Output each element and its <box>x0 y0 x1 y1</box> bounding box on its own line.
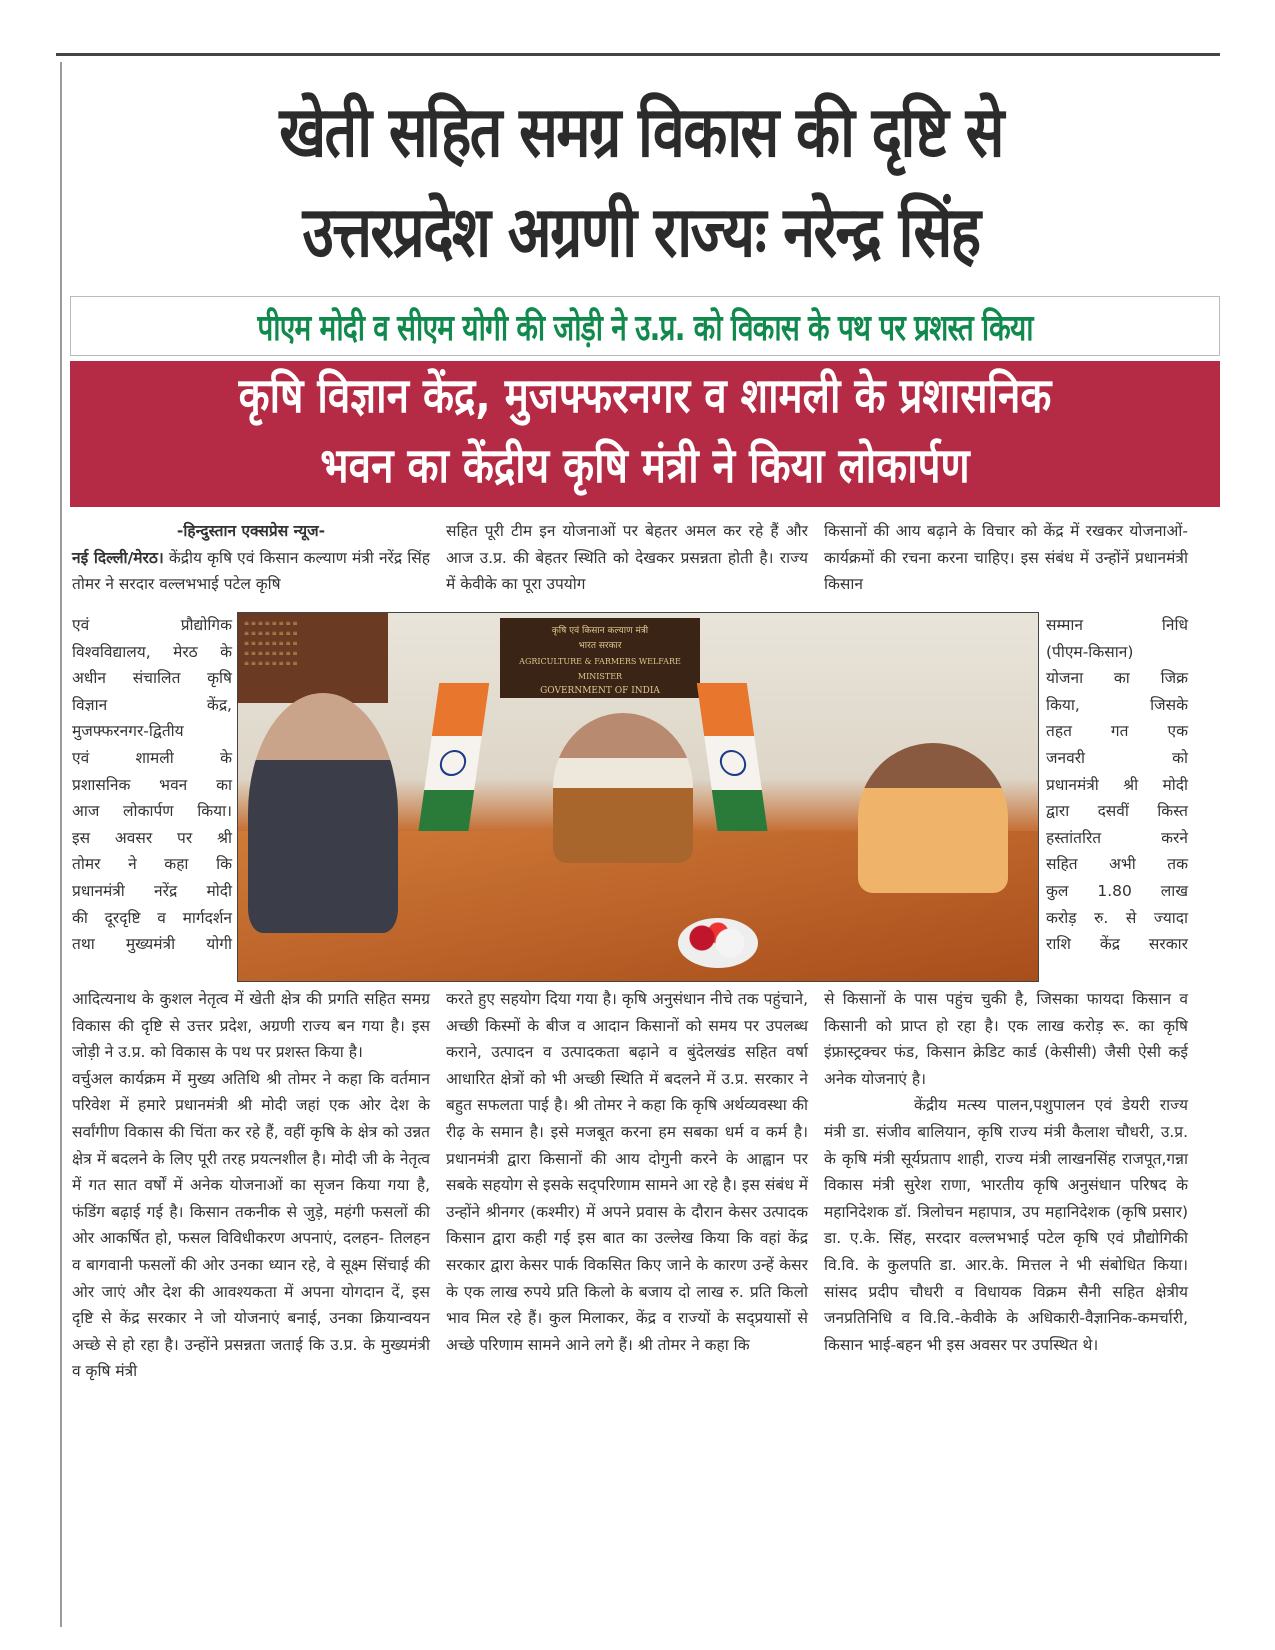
column-3-wrap <box>1046 612 1188 958</box>
paragraph: केंद्रीय मत्स्य पालन,पशुपालन एवं डेयरी राज्य मंत्री डा. संजीव बालियान, कृषि राज्य मंत्री कैलाश चौधरी, उ.प्र. के कृषि मंत्री सूर्यप्रताप शाही, राज्य मंत्री लाखनसिंह राजपूत,गन्ना विकास मंत्री सुरेश राणा, भारतीय कृषि अनुसंधान परिषद के महानिदेशक डॉ. त्रिलोचन महापात्र, उप महानिदेशक (कृषि प्रसार) डा. ए.के. सिंह, सरदार वल्लभभाई पटेल कृषि एवं प्रौद्योगिकी वि.वि. के कुलपति डा. आर.के. मित्तल ने भी संबोधित किया। सांसद प्रदीप चौधरी व विधायक विक्रम सैनी सहित क्षेत्रीय जनप्रतिनिधि व वि.वि.-केवीके के अधिकारी-वैज्ञानिक-कमर्चारी, किसान भाई-बहन भी इस अवसर पर उपस्थित थे। <box>824 1096 1188 1354</box>
wrap-line: विश्वविद्यालय, मेरठ के <box>72 642 232 661</box>
dateline: नई दिल्ली/मेरठ। <box>72 548 164 567</box>
wrap-line: किया, जिसके <box>1046 695 1188 714</box>
byline: -हिन्दुस्तान एक्सप्रेस न्यूज- <box>176 522 326 540</box>
column-1-wrap <box>72 612 232 958</box>
wrap-line: प्रशासनिक भवन का <box>72 775 232 794</box>
wrap-line: राशि केंद्र सरकार <box>1046 935 1188 954</box>
subheadline: पीएम मोदी व सीएम योगी की जोड़ी ने उ.प्र. को विकास के पथ पर प्रशस्त किया <box>257 307 1033 349</box>
banner-line-1: कृषि विज्ञान केंद्र, मुजफ्फरनगर व शामली के प्रशासनिक <box>238 368 1052 424</box>
column-2-top-text: सहित पूरी टीम इन योजनाओं पर बेहतर अमल कर रहे हैं और आज उ.प्र. की बेहतर स्थिति को देखकर प्रसन्नता होती है। राज्य में केवीके का पूरा उपयोग <box>446 522 808 594</box>
wrap-line: सहित अभी तक <box>1046 855 1188 874</box>
indian-flag-right-icon <box>697 683 769 843</box>
wrap-line: कुल 1.80 लाख <box>1046 881 1188 900</box>
wrap-line: एवं प्रौद्योगिक <box>72 616 232 634</box>
subheadline-box <box>70 296 1220 356</box>
paragraph: आदित्यनाथ के कुशल नेतृत्व में खेती क्षेत्र की प्रगति सहित समग्र विकास की दृष्टि से उत्तर प्रदेश, अग्रणी राज्य बन गया है। इस जोड़ी ने उ.प्र. को विकास के पथ पर प्रशस्त किया है। <box>72 990 430 1062</box>
paragraph: से किसानों के पास पहुंच चुकी है, जिसका फायदा किसान व किसानी को प्राप्त हो रहा है। एक लाख करोड़ रू. का कृषि इंफ्रास्ट्रक्चर फंड, किसान क्रेडिट कार्ड (केसीसी) जैसी ऐसी कई अनेक योजनाएं है। <box>824 990 1188 1088</box>
column-1-top <box>72 518 430 598</box>
headline <box>170 82 1113 282</box>
wrap-line: योजना का जिक्र <box>1046 669 1188 688</box>
person-center <box>553 713 693 863</box>
plaque-line: GOVERNMENT OF INDIA <box>540 686 660 696</box>
column-3-top-text: किसानों की आय बढ़ाने के विचार को केंद्र में रखकर योजनाओं-कार्यक्रमों की रचना करना चाहिए। इस संबंध में उन्होंनें प्रधानमंत्री किसान <box>824 522 1188 594</box>
wrap-line: प्रधानमंत्री श्री मोदी <box>1046 775 1188 794</box>
headline-line-2: उत्तरप्रदेश अग्रणी राज्यः नरेन्द्र सिंह <box>302 191 980 273</box>
lead-text: केंद्रीय कृषि एवं किसान कल्याण मंत्री नरेंद्र सिंह तोमर ने सरदार वल्लभभाई पटेल कृषि <box>72 548 430 594</box>
flower-bouquet <box>678 918 758 968</box>
wrap-line: तहत गत एक <box>1046 722 1188 741</box>
honours-board: ≡ ≡ ≡ ≡ ≡ ≡ ≡ ≡ ≡ ≡ ≡ ≡ ≡ ≡ ≡ ≡ ≡ ≡ ≡ ≡ ≡ ≡ ≡ ≡ ≡ ≡ ≡ ≡ ≡ ≡ ≡ ≡ ≡ ≡ ≡ ≡ ≡ ≡ ≡ ≡ <box>238 613 388 703</box>
plaque-line: भारत सरकार <box>578 641 622 651</box>
column-1-bottom <box>72 986 430 1385</box>
column-3-bottom <box>824 986 1188 1358</box>
wrap-line: तोमर ने कहा कि <box>72 855 232 874</box>
wrap-line: हस्तांतरित करने <box>1046 828 1188 847</box>
person-right <box>858 743 1008 893</box>
paragraph: वर्चुअल कार्यक्रम में मुख्य अतिथि श्री तोमर ने कहा कि वर्तमान परिवेश में हमारे प्रधानमंत्री श्री मोदी जहां एक ओर देश के सर्वांगीण विकास की चिंता कर रहे हैं, वहीं कृषि के क्षेत्र को उन्नत क्षेत्र में बदलने के लिए पूरी तरह प्रयत्नशील है। मोदी जी के नेतृत्व में गत सात वर्षों में अनेक योजनाओं का सृजन किया गया है, फंडिंग बढ़ाई गई है। किसान तकनीक से जुड़े, महंगी फसलों की ओर आकर्षित हो, फसल विविधीकरण अपनाएं, दलहन- तिलहन व बागवानी फसलों की ओर उनका ध्यान रहे, वे सूक्ष्म सिंचाई की ओर जाएं और देश की आवश्यकता में अपना योगदान दें, इस दृष्टि से केंद्र सरकार ने जो योजनाएं बनाई, उनका क्रियान्वयन अच्छे से हो रहा है। उन्होंने प्रसन्नता जताई कि उ.प्र. के मुख्यमंत्री व कृषि मंत्री <box>72 1069 430 1381</box>
wrap-line: सम्मान निधि <box>1046 616 1188 634</box>
wrap-line: आज लोकार्पण किया। <box>72 802 232 821</box>
plaque-line: कृषि एवं किसान कल्याण मंत्री <box>551 626 649 636</box>
column-3-top <box>824 518 1188 598</box>
column-2-top <box>446 518 808 598</box>
wrap-line: विज्ञान केंद्र, <box>72 695 232 714</box>
wrap-line: जनवरी को <box>1046 748 1188 767</box>
headline-line-1: खेती सहित समग्र विकास की दृष्टि से <box>279 91 1003 173</box>
lead-paragraph <box>72 545 430 598</box>
paragraph: करते हुए सहयोग दिया गया है। कृषि अनुसंधान नीचे तक पहुंचाने, अच्छी किस्मों के बीज व आदान किसानों को समय पर उपलब्ध कराने, उत्पादन व उत्पादकता बढ़ाने व बुंदेलखंड सहित वर्षा आधारित क्षेत्रों को भी अच्छी स्थिति में बदलने में उ.प्र. सरकार ने बहुत सफलता पाई है। श्री तोमर ने कहा कि कृषि अर्थव्यवस्था की रीढ़ के समान है। इसे मजबूत करना हम सबका धर्म व कर्म है। प्रधानमंत्री द्वारा किसानों की आय दोगुनी करने के आह्वान पर सबके सहयोग से इसके सद्परिणाम सामने आ रहे है। इस संबंध में उन्होंने श्रीनगर (कश्मीर) में अपने प्रवास के दौरान केसर उत्पादक किसान द्वारा कही गई इस बात का उल्लेख किया कि वहां केंद्र सरकार द्वारा केसर पार्क विकसित किए जाने के कारण उन्हें केसर के एक लाख रुपये प्रति किलो के बजाय दो लाख रु. प्रति किलो भाव मिल रहे हैं। कुल मिलाकर, केंद्र व राज्यों के सद्प्रयासों से अच्छे परिणाम सामने आने लगे हैं। श्री तोमर ने कहा कि <box>446 990 808 1354</box>
banner-line-2: भवन का केंद्रीय कृषि मंत्री ने किया लोकार्पण <box>320 438 970 494</box>
wrap-line: एवं शामली के <box>72 748 232 767</box>
person-left <box>248 693 398 933</box>
ministry-plaque <box>500 618 700 698</box>
red-banner <box>70 361 1220 507</box>
left-rule <box>60 62 62 1627</box>
indian-flag-left-icon <box>417 683 489 843</box>
column-2-bottom <box>446 986 808 1358</box>
wrap-line: (पीएम-किसान) <box>1046 642 1134 661</box>
wrap-line: इस अवसर पर श्री <box>72 828 232 847</box>
wrap-line: तथा मुख्यमंत्री योगी <box>72 935 232 954</box>
wrap-line: अधीन संचालित कृषि <box>72 669 232 688</box>
news-photo <box>237 612 1039 982</box>
wrap-line: की दूरदृष्टि व मार्गदर्शन <box>72 908 232 927</box>
wrap-line: द्वारा दसवीं किस्त <box>1046 802 1188 821</box>
wrap-line: करोड़ रु. से ज्यादा <box>1046 908 1188 927</box>
top-rule <box>56 53 1220 56</box>
plaque-line: AGRICULTURE & FARMERS WELFARE MINISTER <box>519 657 681 681</box>
wrap-line: मुजफ्फरनगर-द्वितीय <box>72 722 184 741</box>
wrap-line: प्रधानमंत्री नरेंद्र मोदी <box>72 881 232 900</box>
